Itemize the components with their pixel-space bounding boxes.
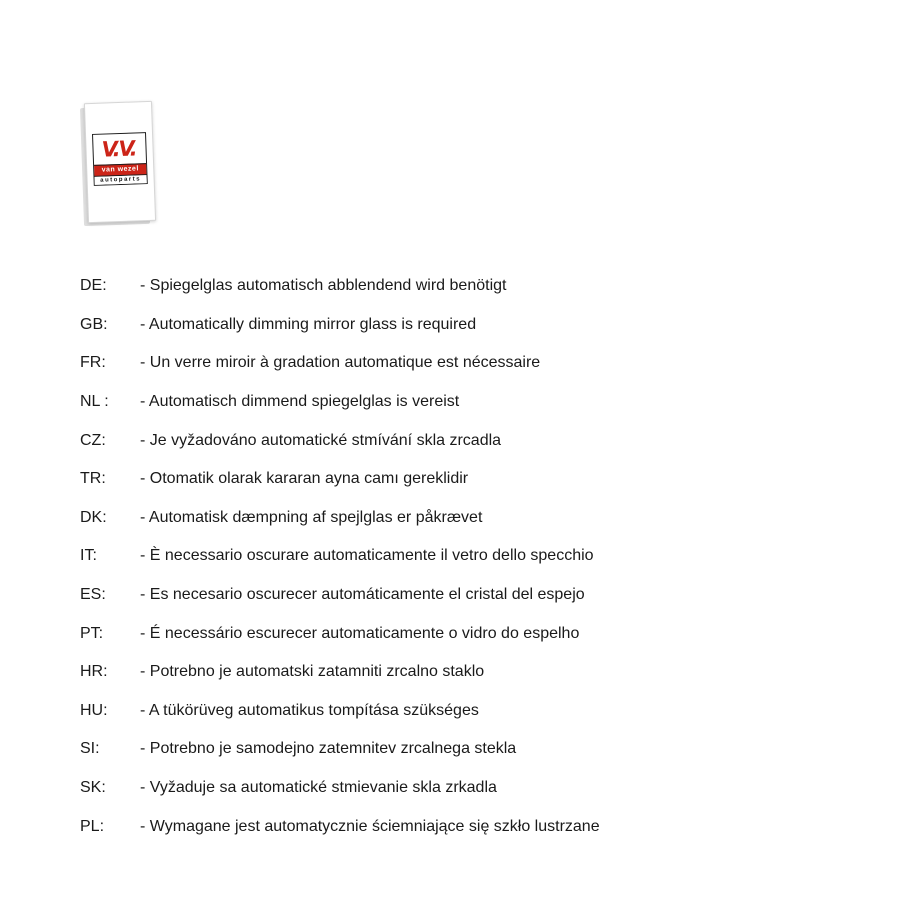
van-wezel-monogram-icon: V.V.: [101, 136, 136, 162]
list-item: [80, 344, 870, 383]
list-item: [80, 537, 870, 576]
list-item: [80, 499, 870, 538]
language-code: SK:: [80, 779, 106, 797]
list-item: [80, 614, 870, 653]
language-code: TR:: [80, 470, 106, 488]
van-wezel-logo-box: [92, 132, 148, 186]
language-code: CZ:: [80, 431, 106, 449]
language-code: SI:: [80, 740, 100, 758]
language-code: FR:: [80, 354, 106, 372]
list-item: [80, 692, 870, 731]
van-wezel-sub-text: autoparts: [95, 175, 147, 185]
language-code: ES:: [80, 586, 106, 604]
entry-text: - Potrebno je samodejno zatemnitev zrcalnega stekla: [140, 740, 517, 758]
entry-text: - A tükörüveg automatikus tompítása szükséges: [140, 701, 479, 719]
language-code: DK:: [80, 508, 107, 526]
van-wezel-logo: [86, 102, 152, 220]
language-code: HU:: [80, 701, 108, 719]
entry-text: - Otomatik olarak kararan ayna camı gereklidir: [140, 470, 469, 488]
entry-text: - È necessario oscurare automaticamente il vetro dello specchio: [140, 547, 594, 565]
list-item: [80, 807, 870, 846]
language-code: PL:: [80, 817, 105, 835]
list-item: [80, 730, 870, 769]
entry-text: - Automatisk dæmpning af spejlglas er påkrævet: [140, 508, 483, 526]
list-item: [80, 653, 870, 692]
list-item: [80, 421, 870, 460]
entry-text: - Je vyžadováno automatické stmívání skla zrcadla: [140, 431, 502, 449]
language-code: NL :: [80, 393, 109, 411]
entry-text: - Potrebno je automatski zatamniti zrcalno staklo: [140, 663, 485, 681]
language-code: HR:: [80, 663, 108, 681]
language-code: GB:: [80, 315, 108, 333]
entry-text: - Vyžaduje sa automatické stmievanie skla zrkadla: [140, 779, 497, 797]
language-list: [80, 267, 870, 846]
list-item: [80, 769, 870, 808]
language-code: IT:: [80, 547, 97, 565]
list-item: [80, 383, 870, 422]
entry-text: - Spiegelglas automatisch abblendend wird benötigt: [140, 277, 507, 295]
list-item: [80, 576, 870, 615]
entry-text: - É necessário escurecer automaticamente o vidro do espelho: [140, 624, 580, 642]
language-code: DE:: [80, 277, 107, 295]
list-item: [80, 460, 870, 499]
entry-text: - Un verre miroir à gradation automatique est nécessaire: [140, 354, 541, 372]
entry-text: - Automatically dimming mirror glass is required: [140, 315, 477, 333]
van-wezel-brand-text: van wezel: [94, 163, 146, 177]
entry-text: - Es necesario oscurecer automáticamente el cristal del espejo: [140, 586, 585, 604]
language-code: PT:: [80, 624, 104, 642]
entry-text: - Automatisch dimmend spiegelglas is vereist: [140, 393, 460, 411]
logo-card: [84, 101, 156, 223]
list-item: [80, 306, 870, 345]
entry-text: - Wymagane jest automatycznie ściemniające się szkło lustrzane: [140, 817, 600, 835]
list-item: [80, 267, 870, 306]
